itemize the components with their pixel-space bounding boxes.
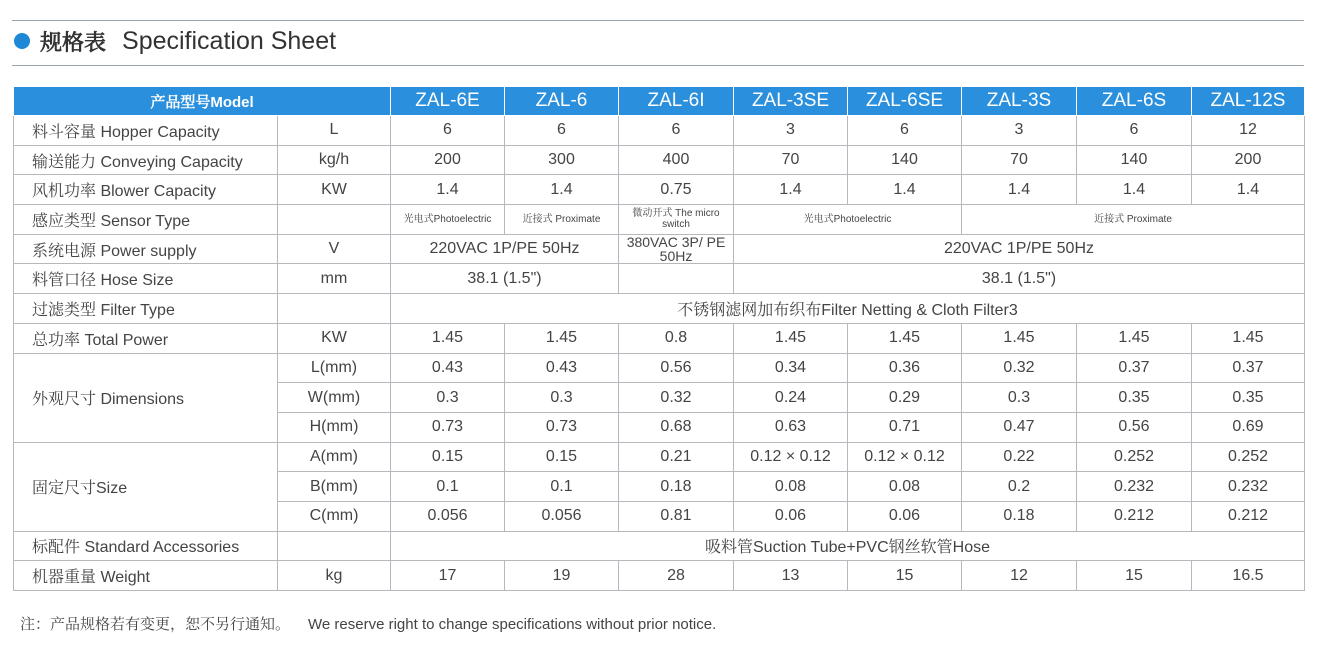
model-header: ZAL-6I [619,87,734,116]
cell: 0.1 [391,472,505,502]
cell: 0.32 [962,353,1077,383]
cell: 0.73 [505,412,619,442]
cell: 0.3 [962,383,1077,413]
cell: 0.36 [848,353,962,383]
cell: 0.47 [962,412,1077,442]
cell: 0.2 [962,472,1077,502]
cell: 0.32 [619,383,734,413]
row-label: 固定尺寸Size [14,442,278,531]
cell: 6 [1077,116,1192,146]
cell: 1.45 [1077,323,1192,353]
cell: 0.18 [962,501,1077,531]
cell-merged: 不锈钢滤网加布织布Filter Netting & Cloth Filter3 [391,294,1305,324]
row-label: 感应类型 Sensor Type [14,205,278,235]
cell: 1.45 [1192,323,1305,353]
cell: 0.21 [619,442,734,472]
cell: 0.69 [1192,412,1305,442]
cell: 0.15 [391,442,505,472]
cell: 1.45 [962,323,1077,353]
cell: 6 [505,116,619,146]
cell: 200 [391,145,505,175]
cell: 0.29 [848,383,962,413]
cell: 0.06 [848,501,962,531]
cell: 1.45 [734,323,848,353]
heading-title-en: Specification Sheet [122,26,337,55]
cell: 1.4 [848,175,962,205]
bullet-icon [14,33,30,49]
row-unit [278,531,391,561]
heading-title-cn: 规格表 [40,29,107,55]
cell: 光电式Photoelectric [391,205,505,235]
row-hose-size [14,264,1305,294]
model-header: ZAL-6SE [848,87,962,116]
heading-rule [12,65,1304,66]
row-label: 料斗容量 Hopper Capacity [14,116,278,146]
cell: 0.63 [734,412,848,442]
cell [619,264,734,294]
footnote-cn: 注：产品规格若有变更，恕不另行通知。 [20,616,291,633]
cell: 0.232 [1077,472,1192,502]
cell: 3 [734,116,848,146]
cell-merged: 吸料管Suction Tube+PVC钢丝软管Hose [391,531,1305,561]
footnote [20,613,716,634]
cell: 1.45 [848,323,962,353]
row-dimensions-l [14,353,1305,383]
cell: 15 [1077,561,1192,591]
cell-merged: 光电式Photoelectric [734,205,962,235]
cell-merged: 220VAC 1P/PE 50Hz [391,234,619,264]
cell: 17 [391,561,505,591]
row-unit [278,205,391,235]
cell: 12 [1192,116,1305,146]
cell: 6 [848,116,962,146]
row-filter-type [14,294,1305,324]
cell: 380VAC 3P/ PE 50Hz [619,234,734,264]
cell: 15 [848,561,962,591]
cell: 3 [962,116,1077,146]
cell: 6 [391,116,505,146]
cell: 0.43 [391,353,505,383]
cell: 0.08 [734,472,848,502]
model-header: ZAL-6 [505,87,619,116]
cell: 0.18 [619,472,734,502]
cell: 0.1 [505,472,619,502]
spec-table [13,86,1305,591]
cell: 0.68 [619,412,734,442]
cell: 1.4 [1077,175,1192,205]
model-header: ZAL-6E [391,87,505,116]
cell: 70 [734,145,848,175]
cell: 0.43 [505,353,619,383]
row-unit: KW [278,323,391,353]
row-label: 料管口径 Hose Size [14,264,278,294]
cell: 0.8 [619,323,734,353]
cell-merged: 38.1 (1.5") [391,264,619,294]
row-size-a [14,442,1305,472]
section-heading [14,24,336,58]
cell: 0.08 [848,472,962,502]
cell: 0.15 [505,442,619,472]
cell: 0.06 [734,501,848,531]
top-rule [12,20,1304,21]
cell: 140 [848,145,962,175]
cell: 70 [962,145,1077,175]
cell: 300 [505,145,619,175]
row-standard-accessories [14,531,1305,561]
cell: 140 [1077,145,1192,175]
cell: 28 [619,561,734,591]
cell: 0.71 [848,412,962,442]
row-label: 外观尺寸 Dimensions [14,353,278,442]
cell: 0.35 [1077,383,1192,413]
cell: 0.22 [962,442,1077,472]
cell: 12 [962,561,1077,591]
model-header: ZAL-12S [1192,87,1305,116]
row-weight [14,561,1305,591]
row-label: 风机功率 Blower Capacity [14,175,278,205]
table-header-row [14,87,1305,116]
row-unit: L(mm) [278,353,391,383]
row-unit: C(mm) [278,501,391,531]
cell: 近接式 Proximate [505,205,619,235]
row-power-supply [14,234,1305,264]
cell: 0.232 [1192,472,1305,502]
model-header: ZAL-3S [962,87,1077,116]
cell: 0.056 [505,501,619,531]
cell: 0.56 [1077,412,1192,442]
cell: 1.4 [505,175,619,205]
cell: 0.212 [1077,501,1192,531]
row-total-power [14,323,1305,353]
cell: 13 [734,561,848,591]
model-header: ZAL-3SE [734,87,848,116]
row-hopper-capacity [14,116,1305,146]
cell: 6 [619,116,734,146]
row-unit: W(mm) [278,383,391,413]
row-sensor-type [14,205,1305,235]
cell: 微动开式 The micro switch [619,205,734,235]
cell: 0.81 [619,501,734,531]
cell: 0.24 [734,383,848,413]
row-label: 过滤类型 Filter Type [14,294,278,324]
cell: 0.252 [1192,442,1305,472]
cell: 400 [619,145,734,175]
row-unit: L [278,116,391,146]
cell: 1.4 [734,175,848,205]
cell-merged: 近接式 Proximate [962,205,1305,235]
row-unit: H(mm) [278,412,391,442]
row-conveying-capacity [14,145,1305,175]
row-blower-capacity [14,175,1305,205]
row-label: 标配件 Standard Accessories [14,531,278,561]
cell: 1.45 [391,323,505,353]
row-unit: kg [278,561,391,591]
row-unit: mm [278,264,391,294]
cell: 0.73 [391,412,505,442]
cell: 1.4 [962,175,1077,205]
footnote-en: We reserve right to change specifications without prior notice. [308,616,717,633]
cell: 0.37 [1192,353,1305,383]
cell: 16.5 [1192,561,1305,591]
cell-merged: 220VAC 1P/PE 50Hz [734,234,1305,264]
cell: 200 [1192,145,1305,175]
cell: 0.056 [391,501,505,531]
row-label: 输送能力 Conveying Capacity [14,145,278,175]
row-unit [278,294,391,324]
cell: 0.252 [1077,442,1192,472]
row-unit: B(mm) [278,472,391,502]
model-header: ZAL-6S [1077,87,1192,116]
cell: 0.75 [619,175,734,205]
row-label: 机器重量 Weight [14,561,278,591]
cell: 0.37 [1077,353,1192,383]
row-unit: KW [278,175,391,205]
row-unit: kg/h [278,145,391,175]
cell: 0.12 × 0.12 [848,442,962,472]
cell: 0.34 [734,353,848,383]
row-label: 总功率 Total Power [14,323,278,353]
cell: 1.45 [505,323,619,353]
cell: 0.12 × 0.12 [734,442,848,472]
cell: 0.3 [505,383,619,413]
cell: 1.4 [391,175,505,205]
cell: 0.212 [1192,501,1305,531]
cell: 0.3 [391,383,505,413]
cell: 1.4 [1192,175,1305,205]
model-header-label: 产品型号Model [14,87,391,116]
cell: 0.56 [619,353,734,383]
row-label: 系统电源 Power supply [14,234,278,264]
row-unit: V [278,234,391,264]
row-unit: A(mm) [278,442,391,472]
cell-merged: 38.1 (1.5") [734,264,1305,294]
cell: 0.35 [1192,383,1305,413]
cell: 19 [505,561,619,591]
